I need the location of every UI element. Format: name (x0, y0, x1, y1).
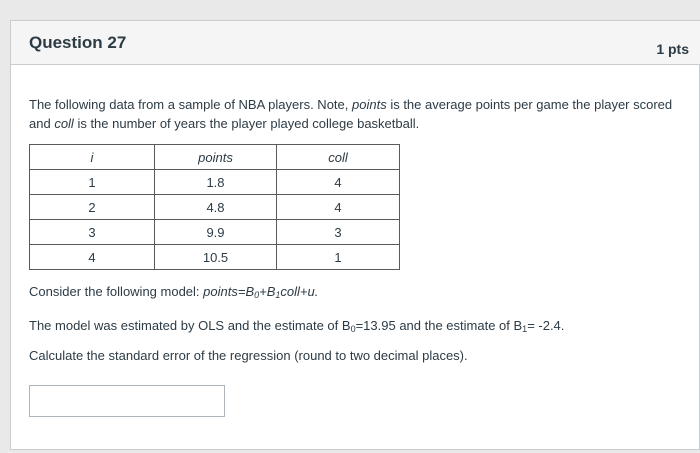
intro-part2: is the average points per game the player scored and (29, 97, 673, 131)
cell-i: 3 (30, 220, 155, 245)
cell-i: 4 (30, 245, 155, 270)
question-title: Question 27 (29, 33, 127, 52)
table-row (30, 245, 400, 270)
cell-coll-value: 1 (334, 249, 342, 265)
cell-i: 1 (30, 170, 155, 195)
table-row (30, 195, 400, 220)
cell-points: 4.8 (155, 195, 277, 220)
estimate-sub1: 1 (522, 324, 528, 334)
model-equation (203, 284, 318, 299)
cell-points: 1.8 (155, 170, 277, 195)
header-coll-label: coll (328, 149, 348, 165)
model-eq-c: coll+u. (280, 284, 319, 299)
intro-points-word: points (352, 97, 387, 112)
table-header-row (30, 145, 400, 170)
estimate-c: = -2.4. (527, 318, 565, 333)
model-statement (29, 284, 689, 300)
cell-coll-value: 4 (334, 174, 342, 190)
header-points: points (155, 145, 277, 170)
cell-i: 2 (30, 195, 155, 220)
table-row (30, 220, 400, 245)
intro-coll-word: coll (54, 116, 74, 131)
cell-coll (277, 220, 400, 245)
cell-coll (277, 195, 400, 220)
intro-part1: The following data from a sample of NBA players. Note, (29, 97, 352, 112)
cell-coll (277, 170, 400, 195)
estimate-b: =13.95 and the estimate of B (355, 318, 523, 333)
instruction-text: Calculate the standard error of the regression (round to two decimal places). (29, 348, 468, 363)
cell-coll-value: 3 (334, 224, 342, 240)
question-header (11, 21, 700, 65)
question-card (10, 20, 700, 450)
data-table (29, 144, 400, 270)
question-intro (29, 95, 679, 133)
model-eq-b: +B (259, 284, 276, 299)
header-coll (277, 145, 400, 170)
model-prefix: Consider the following model: (29, 284, 204, 299)
estimate-a: The model was estimated by OLS and the estimate of B (29, 318, 351, 333)
header-i: i (30, 145, 155, 170)
estimate-statement (29, 318, 689, 334)
cell-points: 9.9 (155, 220, 277, 245)
question-points: 1 pts (656, 41, 689, 57)
answer-input[interactable] (29, 385, 225, 417)
table-row (30, 170, 400, 195)
cell-coll-value: 4 (334, 199, 342, 215)
model-eq-a: points=B (203, 284, 255, 299)
model-sub0: 0 (254, 290, 260, 300)
estimate-sub0: 0 (350, 324, 356, 334)
intro-part3: is the number of years the player played college basketball. (73, 116, 420, 131)
model-sub1: 1 (275, 290, 281, 300)
cell-points: 10.5 (155, 245, 277, 270)
cell-coll (277, 245, 400, 270)
